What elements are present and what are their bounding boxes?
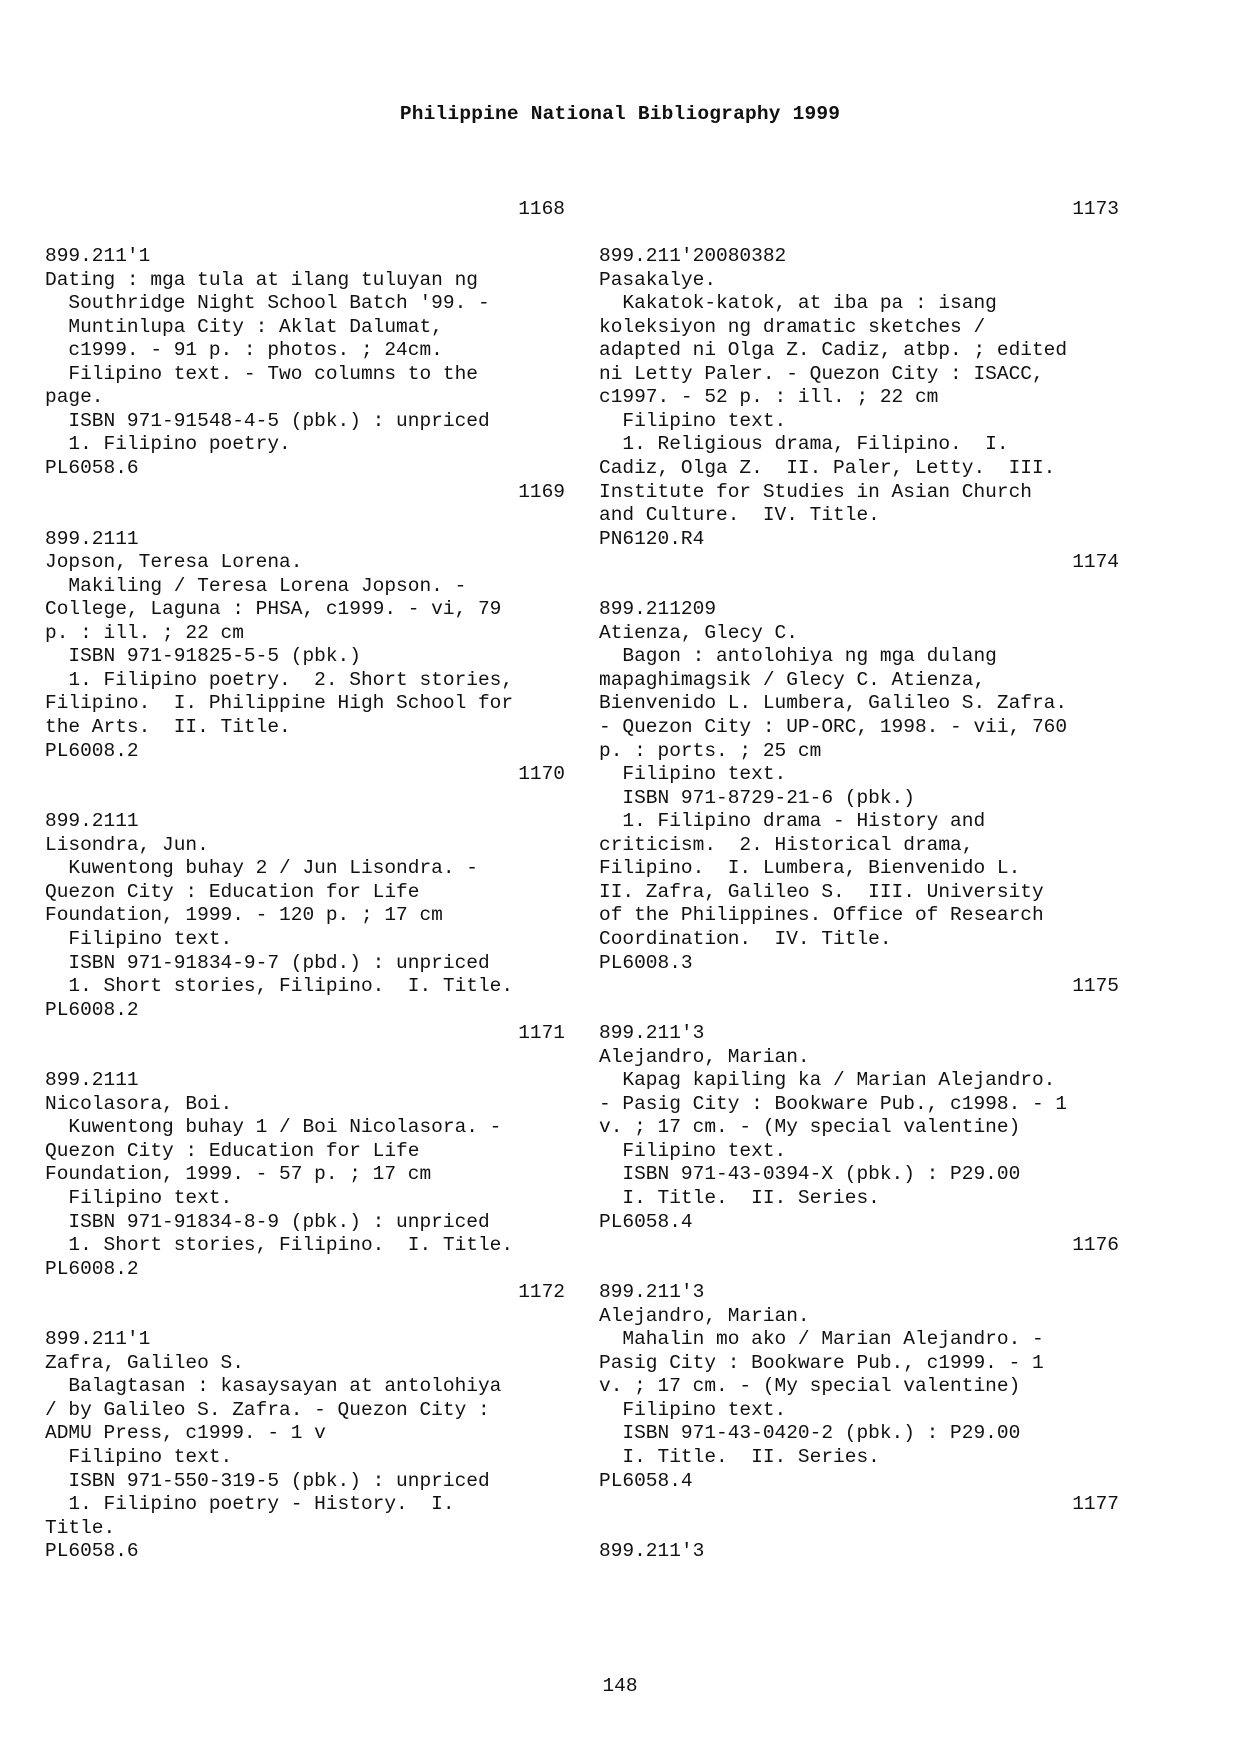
entry-line: 1. Religious drama, Filipino. I. [599,433,1009,456]
bibliography-entry [45,198,565,481]
entry-line: Zafra, Galileo S. [45,1351,244,1374]
page-title: Philippine National Bibliography 1999 [399,103,841,125]
classification-number: 899.2111 [45,527,139,550]
entry-line: Filipino text. [45,1445,233,1468]
entry-line: Quezon City : Education for Life [45,1139,420,1162]
entry-spacer [45,504,565,528]
entry-line: Foundation, 1999. - 120 p. ; 17 cm [45,904,443,927]
entry-line: page. [45,386,104,409]
entry-line: Alejandro, Marian. [599,1304,810,1327]
entry-spacer [45,1046,565,1070]
entry-line: 1. Filipino drama - History and [599,810,986,833]
entry-line: - Quezon City : UP-ORC, 1998. - vii, 760 [599,716,1068,739]
entry-line: Filipino text. [599,409,787,432]
entry-number: 1169 [518,480,565,503]
entry-number: 1170 [518,763,565,786]
entry-line: c1997. - 52 p. : ill. ; 22 cm [599,386,939,409]
entry-line: Kuwentong buhay 1 / Boi Nicolasora. - [45,1116,502,1139]
entry-spacer [599,999,1119,1023]
entry-line: Lisondra, Jun. [45,833,209,856]
entry-line: / by Galileo S. Zafra. - Quezon City : [45,1398,490,1421]
entry-line: PL6008.2 [45,1257,139,1280]
entry-spacer [599,1517,1119,1541]
bibliography-entry [45,1281,565,1564]
entry-line: PL6058.4 [599,1210,693,1233]
classification-number: 899.211'3 [599,1022,705,1045]
entry-line: PL6008.3 [599,951,693,974]
entry-spacer [599,1258,1119,1282]
bibliography-entry [45,763,565,1022]
entry-line: ISBN 971-91548-4-5 (pbk.) : unpriced [45,409,490,432]
entry-line: Kakatok-katok, at iba pa : isang [599,292,997,315]
entry-line: and Culture. IV. Title. [599,504,880,527]
entry-line: the Arts. II. Title. [45,716,291,739]
bibliography-entry [599,1493,1119,1564]
entry-line: College, Laguna : PHSA, c1999. - vi, 79 [45,598,502,621]
entry-number: 1171 [518,1022,565,1045]
entry-line: 1. Short stories, Filipino. I. Title. [45,975,514,998]
entry-line: PL6058.6 [45,1540,139,1563]
entry-line: Filipino text. [45,1186,233,1209]
entry-line: ADMU Press, c1999. - 1 v [45,1422,326,1445]
entry-line: 1. Filipino poetry. [45,433,291,456]
entry-line: ISBN 971-43-0394-X (pbk.) : P29.00 [599,1163,1021,1186]
entry-line: Muntinlupa City : Aklat Dalumat, [45,315,443,338]
entry-spacer [45,787,565,811]
entry-number: 1176 [1072,1234,1119,1257]
entry-line: Pasig City : Bookware Pub., c1999. - 1 [599,1351,1044,1374]
entry-line: PN6120.R4 [599,527,705,550]
page-number: 148 [602,1675,638,1697]
entry-line: ISBN 971-91825-5-5 (pbk.) [45,645,361,668]
entry-line: ISBN 971-8729-21-6 (pbk.) [599,786,915,809]
entry-line: PL6008.2 [45,739,139,762]
right-column [599,198,1119,1564]
entry-spacer [599,222,1119,246]
entry-line: Coordination. IV. Title. [599,927,892,950]
classification-number: 899.211'1 [45,1328,151,1351]
entry-line: Institute for Studies in Asian Church [599,480,1032,503]
classification-number: 899.211'3 [599,1540,705,1563]
entry-line: Southridge Night School Batch '99. - [45,292,490,315]
entry-line: Quezon City : Education for Life [45,880,420,903]
entry-line: Alejandro, Marian. [599,1045,810,1068]
entry-line: Filipino text. [45,927,233,950]
entry-line: Bagon : antolohiya ng mga dulang [599,645,997,668]
entry-line: Kapag kapiling ka / Marian Alejandro. [599,1069,1056,1092]
entry-line: criticism. 2. Historical drama, [599,833,974,856]
entry-number: 1177 [1072,1493,1119,1516]
entry-line: mapaghimagsik / Glecy C. Atienza, [599,668,986,691]
entry-line: Filipino text. [599,1398,787,1421]
entry-line: of the Philippines. Office of Research [599,904,1044,927]
entry-line: Foundation, 1999. - 57 p. ; 17 cm [45,1163,432,1186]
classification-number: 899.2111 [45,1069,139,1092]
bibliography-entry [599,198,1119,551]
entry-line: PL6058.4 [599,1469,693,1492]
entry-spacer [599,575,1119,599]
entry-line: adapted ni Olga Z. Cadiz, atbp. ; edited [599,339,1068,362]
bibliography-entry [45,481,565,764]
entry-line: 1. Filipino poetry - History. I. [45,1493,455,1516]
entry-line: Filipino text. - Two columns to the [45,362,478,385]
classification-number: 899.211'1 [45,245,151,268]
entry-line: 1. Filipino poetry. 2. Short stories, [45,668,514,691]
entry-line: ISBN 971-43-0420-2 (pbk.) : P29.00 [599,1422,1021,1445]
entry-line: Jopson, Teresa Lorena. [45,551,303,574]
bibliography-entry [599,551,1119,975]
entry-line: v. ; 17 cm. - (My special valentine) [599,1375,1021,1398]
entry-line: - Pasig City : Bookware Pub., c1998. - 1 [599,1092,1068,1115]
bibliography-entry [599,1234,1119,1493]
left-column [45,198,565,1564]
entry-line: II. Zafra, Galileo S. III. University [599,880,1044,903]
classification-number: 899.2111 [45,810,139,833]
entry-line: v. ; 17 cm. - (My special valentine) [599,1116,1021,1139]
entry-number: 1168 [518,198,565,220]
entry-line: Filipino text. [599,1139,787,1162]
entry-line: Bienvenido L. Lumbera, Galileo S. Zafra. [599,692,1068,715]
classification-number: 899.211'20080382 [599,245,787,268]
bibliography-entry [599,975,1119,1234]
entry-line: ni Letty Paler. - Quezon City : ISACC, [599,362,1044,385]
entry-line: PL6058.6 [45,457,139,480]
entry-line: Makiling / Teresa Lorena Jopson. - [45,574,467,597]
classification-number: 899.211'3 [599,1281,705,1304]
entry-line: Filipino text. [599,763,787,786]
entry-line: p. : ports. ; 25 cm [599,739,822,762]
entry-line: c1999. - 91 p. : photos. ; 24cm. [45,339,443,362]
classification-number: 899.211209 [599,598,717,621]
entry-line: Cadiz, Olga Z. II. Paler, Letty. III. [599,457,1056,480]
entry-line: Title. [45,1516,116,1539]
entry-line: Dating : mga tula at ilang tuluyan ng [45,268,478,291]
entry-line: Nicolasora, Boi. [45,1092,233,1115]
entry-spacer [45,1305,565,1329]
entry-line: Filipino. I. Philippine High School for [45,692,514,715]
entry-line: Mahalin mo ako / Marian Alejandro. - [599,1328,1044,1351]
entry-spacer [45,222,565,246]
entry-line: Kuwentong buhay 2 / Jun Lisondra. - [45,857,478,880]
bibliography-entry [45,1022,565,1281]
entry-number: 1172 [518,1281,565,1304]
entry-number: 1173 [1072,198,1119,220]
entry-number: 1174 [1072,551,1119,574]
entry-line: 1. Short stories, Filipino. I. Title. [45,1234,514,1257]
entry-line: I. Title. II. Series. [599,1445,880,1468]
entry-line: Pasakalye. [599,268,717,291]
entry-line: koleksiyon ng dramatic sketches / [599,315,986,338]
entry-line: PL6008.2 [45,998,139,1021]
entry-number: 1175 [1072,975,1119,998]
entry-line: p. : ill. ; 22 cm [45,621,244,644]
entry-line: Atienza, Glecy C. [599,621,798,644]
entry-line: Balagtasan : kasaysayan at antolohiya [45,1375,502,1398]
entry-line: ISBN 971-550-319-5 (pbk.) : unpriced [45,1469,490,1492]
entry-line: ISBN 971-91834-8-9 (pbk.) : unpriced [45,1210,490,1233]
entry-line: ISBN 971-91834-9-7 (pbd.) : unpriced [45,951,490,974]
entry-line: I. Title. II. Series. [599,1186,880,1209]
entry-line: Filipino. I. Lumbera, Bienvenido L. [599,857,1021,880]
